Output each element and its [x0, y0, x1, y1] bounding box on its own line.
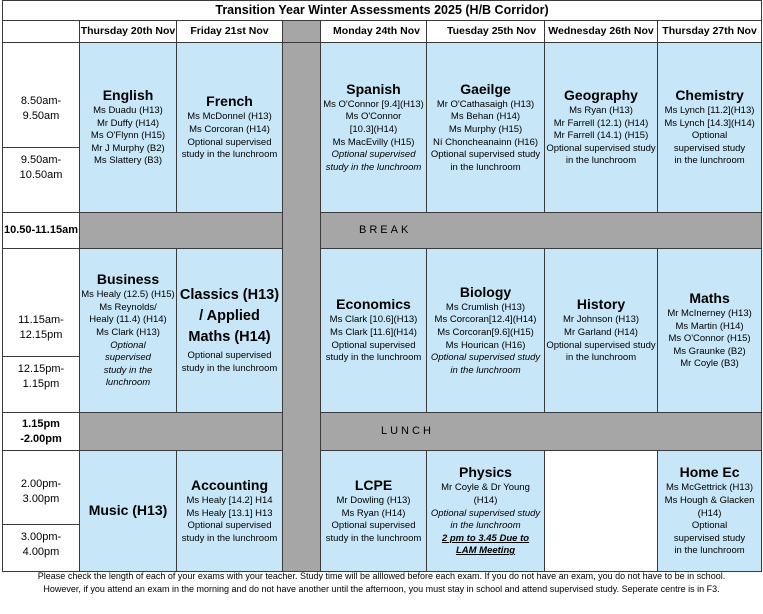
weekend-gap	[283, 21, 321, 43]
teacher-line: Ms Hourican (H16)	[445, 339, 526, 351]
teacher-line: Mr J Murphy (B2)	[91, 142, 165, 154]
teacher-line: Ms Ryan (H14)	[341, 507, 406, 519]
exam-cell	[545, 249, 658, 413]
teacher-line: Ms Clark [11.6](H14)	[330, 327, 417, 339]
teacher-line: Ms O'Connor [9.4](H13)	[323, 98, 424, 110]
teacher-line: Mr Dowling (H13)	[336, 494, 411, 506]
teacher-line: Mr Garland (H14)	[564, 327, 638, 339]
teacher-line: Ms Ryan (H13)	[569, 105, 633, 117]
exam-cell	[177, 451, 283, 572]
teacher-line: Mr O'Cathasaigh (H13)	[436, 98, 535, 110]
exam-cell	[658, 249, 762, 413]
study-note: Optional supervised study in the lunchroom	[430, 507, 541, 532]
exam-cell	[177, 249, 283, 413]
exam-cell	[658, 43, 762, 213]
time-slot: 9.50am-10.50am	[19, 153, 63, 181]
exam-cell	[427, 451, 545, 572]
teacher-line: Mr Farrell (14.1) (H15)	[553, 130, 649, 142]
teacher-line: Mr Coyle & Dr Young (H14)	[441, 482, 530, 506]
study-note: Optional supervised study in the lunchroom	[181, 350, 278, 375]
teacher-line: Ms Clark [10.6](H13)	[329, 314, 418, 326]
subject-title: Home Ec	[679, 464, 740, 481]
footer-note	[0, 570, 763, 596]
teacher-line: Ms Graunke (B2)	[673, 345, 746, 357]
teacher-line: Ms Healy (12.5) (H15)	[81, 289, 175, 301]
timetable	[2, 0, 762, 572]
subject-title: History	[576, 296, 626, 313]
exam-cell	[80, 43, 177, 213]
subject-title: Accounting	[191, 476, 268, 493]
study-note: Optional supervised study in the lunchroom	[325, 339, 422, 364]
teacher-line: Ms Crumlish (H13)	[445, 301, 526, 313]
teacher-line: Ms O'Flynn (H15)	[90, 130, 166, 142]
footer-line: However, if you attend an exam in the morning and do not have another until the afternoon, you must stay in school and attend supervised study. Seperate centre is in F3.	[43, 584, 720, 595]
lunch-bar	[80, 413, 283, 451]
morning-row	[3, 43, 762, 213]
teacher-line: Ms Lynch [14.3](H14)	[664, 117, 755, 129]
time-slot: 11.15am-12.15pm	[3, 269, 82, 357]
subject-title: LCPE	[354, 476, 393, 493]
teacher-line: Ms Reynolds/ Healy (11.4) (H14)	[89, 301, 167, 326]
time-slot: 8.50am-9.50am	[3, 73, 82, 148]
subject-title: Chemistry	[675, 87, 744, 104]
teacher-line: Mr Duffy (H14)	[96, 117, 160, 129]
teacher-line: Mr Farrell (12.1) (H14)	[553, 117, 649, 129]
study-note: Optional supervised study in the lunchroom	[673, 130, 746, 167]
teacher-line: Ms Corcoran (H14)	[189, 124, 270, 136]
footer-line: Please check the length of each of your exams with your teacher. Study time will be alllowed before each exam. If you do not have an exam, you do not have to be in school.	[37, 571, 726, 581]
time-cell	[3, 249, 80, 413]
subject-title: Classics (H13) / Applied Maths (H14)	[179, 287, 280, 346]
study-note: Optional supervised study in the lunchroom	[181, 520, 278, 544]
lunch-time: 1.15pm -2.00pm	[3, 413, 80, 451]
day-header-row	[3, 21, 762, 43]
study-note: Optional supervised study in the lunchroom	[546, 339, 656, 364]
subject-title: Economics	[336, 296, 411, 313]
study-note: Optional supervised study in the lunchroom	[181, 136, 278, 161]
subject-title: English	[102, 87, 154, 104]
teacher-line: Ní Choncheanainn (H16)	[432, 136, 539, 148]
lunch-row	[3, 413, 762, 451]
break-label: BREAK	[321, 213, 762, 249]
study-note: Optional supervised study in the lunchroom	[546, 142, 656, 167]
teacher-line: Ms Hough & Glacken (H14)	[664, 494, 755, 519]
day-header: Wednesday 26th Nov	[545, 21, 658, 43]
corner-cell	[3, 21, 80, 43]
subject-title: Maths	[689, 290, 730, 307]
exam-cell	[80, 451, 177, 572]
midday-row	[3, 249, 762, 413]
time-slot: 2.00pm-3.00pm	[3, 463, 82, 525]
day-header: Tuesday 25th Nov	[427, 21, 545, 43]
lunch-label: LUNCH	[321, 413, 762, 451]
teacher-line: Ms Slattery (B3)	[93, 155, 163, 167]
teacher-line: Ms Duadu (H13)	[93, 105, 163, 117]
subject-title: Geography	[564, 87, 638, 104]
subject-title: Physics	[459, 464, 512, 481]
day-header: Thursday 27th Nov	[658, 21, 762, 43]
time-cell	[3, 43, 80, 213]
exam-cell	[80, 249, 177, 413]
teacher-line: Ms Martin (H14)	[675, 320, 744, 332]
teacher-line: Ms O'Connor (H15)	[668, 333, 751, 345]
exam-cell	[177, 43, 283, 213]
study-note: Optional supervised study in the lunchroom	[673, 520, 746, 557]
subject-title: Music (H13)	[88, 501, 168, 518]
weekend-gap	[283, 43, 321, 572]
teacher-line: Mr Coyle (B3)	[680, 358, 739, 370]
teacher-line: Mr McInerney (H13)	[667, 308, 752, 320]
study-note: Optional supervised study in the lunchroom	[103, 339, 153, 389]
day-header: Friday 21st Nov	[177, 21, 283, 43]
study-note: Optional supervised study in the lunchroom	[430, 149, 541, 173]
study-note: Optional supervised study in the lunchroom	[325, 520, 422, 544]
exam-cell	[427, 43, 545, 213]
study-note: Optional supervised study in the lunchroom	[430, 352, 541, 376]
time-cell	[3, 451, 80, 572]
time-slot: 12.15pm-1.15pm	[17, 363, 65, 390]
break-row	[3, 213, 762, 249]
break-bar	[80, 213, 283, 249]
exam-cell	[321, 451, 427, 572]
subject-title: Gaeilge	[460, 80, 511, 97]
study-note: Optional supervised study in the lunchroom	[325, 149, 422, 173]
exam-cell	[321, 43, 427, 213]
subject-title: Spanish	[346, 80, 401, 97]
teacher-line: Ms Corcoran[9.6](H15)	[437, 327, 534, 339]
teacher-line: Ms MacEvilly (H15)	[332, 136, 415, 148]
teacher-line: Ms Clark (H13)	[96, 327, 160, 339]
teacher-line: Ms Lynch [11.2](H13)	[664, 105, 755, 117]
timing-note: 2 pm to 3.45 Due to LAM Meeting	[441, 532, 530, 557]
day-header: Monday 24th Nov	[321, 21, 427, 43]
break-time: 10.50-11.15am	[3, 213, 80, 249]
exam-cell	[545, 43, 658, 213]
exam-cell	[658, 451, 762, 572]
teacher-line: Ms McGettrick (H13)	[666, 482, 754, 494]
teacher-line: Ms Healy [14.2] H14	[186, 494, 273, 506]
exam-cell	[427, 249, 545, 413]
afternoon-row	[3, 451, 762, 572]
teacher-line: Ms Healy [13.1] H13	[186, 507, 273, 519]
teacher-line: Ms Murphy (H15)	[448, 124, 523, 136]
empty-cell	[545, 451, 658, 572]
page-title: Transition Year Winter Assessments 2025 (H/B Corridor)	[3, 1, 762, 21]
subject-title: Biology	[459, 283, 512, 300]
subject-title: Business	[96, 271, 160, 288]
day-header: Thursday 20th Nov	[80, 21, 177, 43]
teacher-line: Ms O'Connor [10.3](H14)	[345, 111, 402, 136]
time-slot: 3.00pm-4.00pm	[20, 530, 62, 558]
teacher-line: Ms Behan (H14)	[450, 111, 521, 123]
teacher-line: Mr Johnson (H13)	[562, 314, 640, 326]
exam-cell	[321, 249, 427, 413]
subject-title: French	[206, 93, 253, 110]
teacher-line: Ms McDonnel (H13)	[187, 111, 272, 123]
teacher-line: Ms Corcoran[12.4](H14)	[434, 314, 537, 326]
